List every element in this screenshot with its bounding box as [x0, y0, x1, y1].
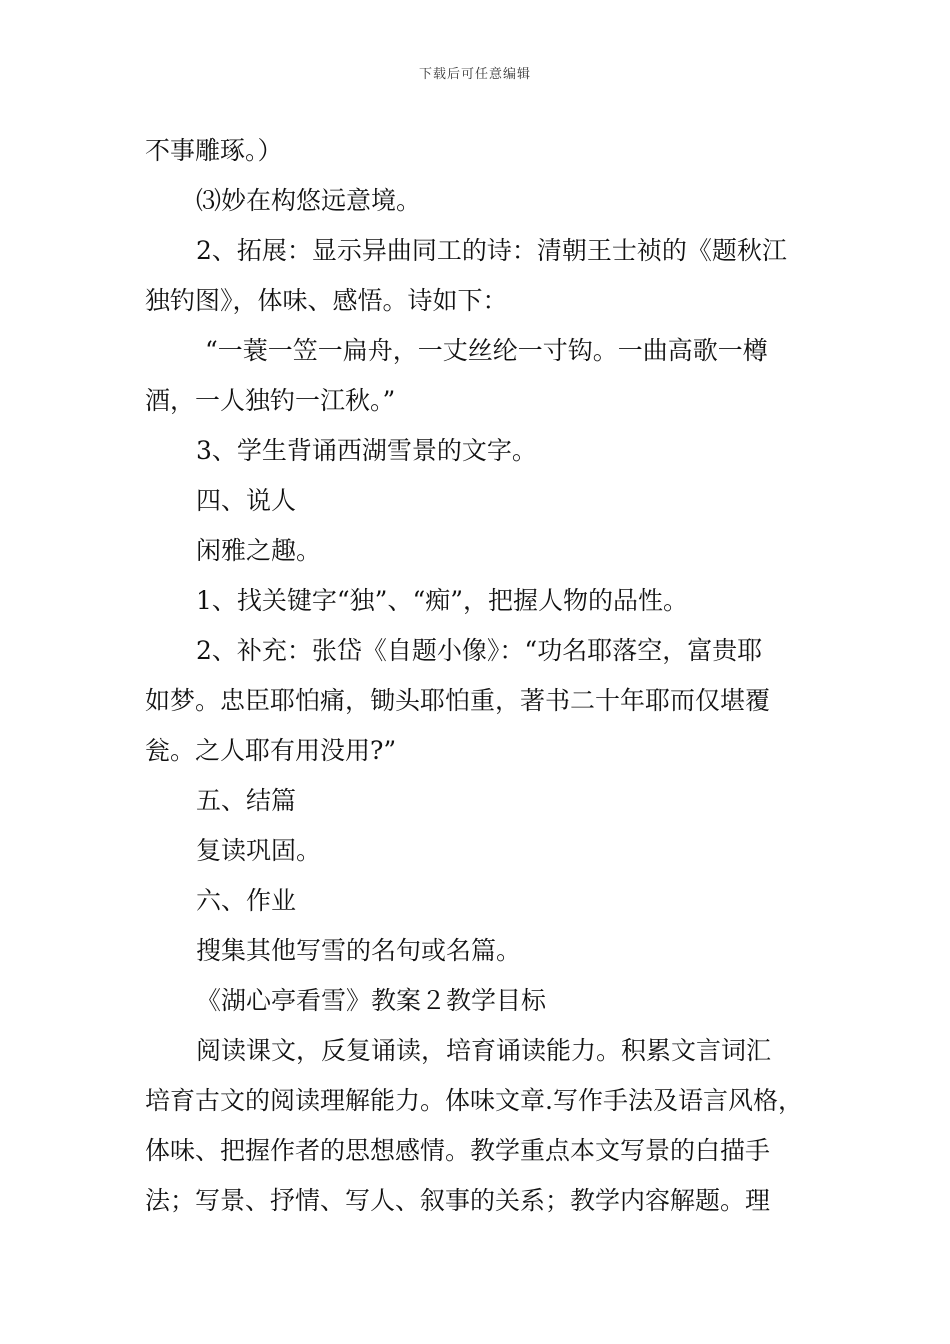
text-line: 阅读课文，反复诵读，培育诵读能力。积累文言词汇: [196, 1036, 772, 1065]
text-line: 培育古文的阅读理解能力。体味文章.写作手法及语言风格，: [145, 1086, 803, 1115]
page-header: 下载后可任意编辑: [418, 67, 531, 82]
text-line: 复读巩固。: [196, 836, 322, 865]
lesson-title: 《湖心亭看雪》教案２教学目标: [196, 986, 547, 1015]
text-line: 3、学生背诵西湖雪景的文字。: [196, 436, 537, 465]
text-line: 闲雅之趣。: [196, 536, 322, 565]
text-line: 独钓图》，体味、感悟。诗如下：: [145, 286, 508, 315]
text-line: “一蓑一笠一扁舟，一丈丝纶一寸钩。一曲高歌一樽: [205, 336, 768, 365]
text-line: 不事雕琢。）: [145, 136, 283, 165]
text-line: ⑶妙在构悠远意境。: [196, 186, 422, 215]
text-line: 2、补充：张岱《自题小像》：“功名耶落空，富贵耶: [196, 636, 763, 665]
text-line: 瓮。之人耶有用没用?”: [145, 736, 397, 765]
text-line: 法；写景、抒情、写人、叙事的关系；教学内容解题。理: [145, 1186, 771, 1215]
section-heading: 六、作业: [196, 886, 297, 915]
document-body: [145, 126, 815, 1226]
text-line: 体味、把握作者的思想感情。教学重点本文写景的白描手: [145, 1136, 771, 1165]
section-heading: 四、说人: [196, 486, 297, 515]
text-line: 酒，一人独钓一江秋。”: [145, 386, 396, 415]
text-line: 2、拓展：显示异曲同工的诗：清朝王士祯的《题秋江: [196, 236, 787, 265]
section-heading: 五、结篇: [196, 786, 297, 815]
text-line: 1、找关键字“独”、“痴”，把握人物的品性。: [196, 586, 689, 615]
text-line: 搜集其他写雪的名句或名篇。: [196, 936, 522, 965]
text-line: 如梦。忠臣耶怕痛，锄头耶怕重，著书二十年耶而仅堪覆: [145, 686, 771, 715]
